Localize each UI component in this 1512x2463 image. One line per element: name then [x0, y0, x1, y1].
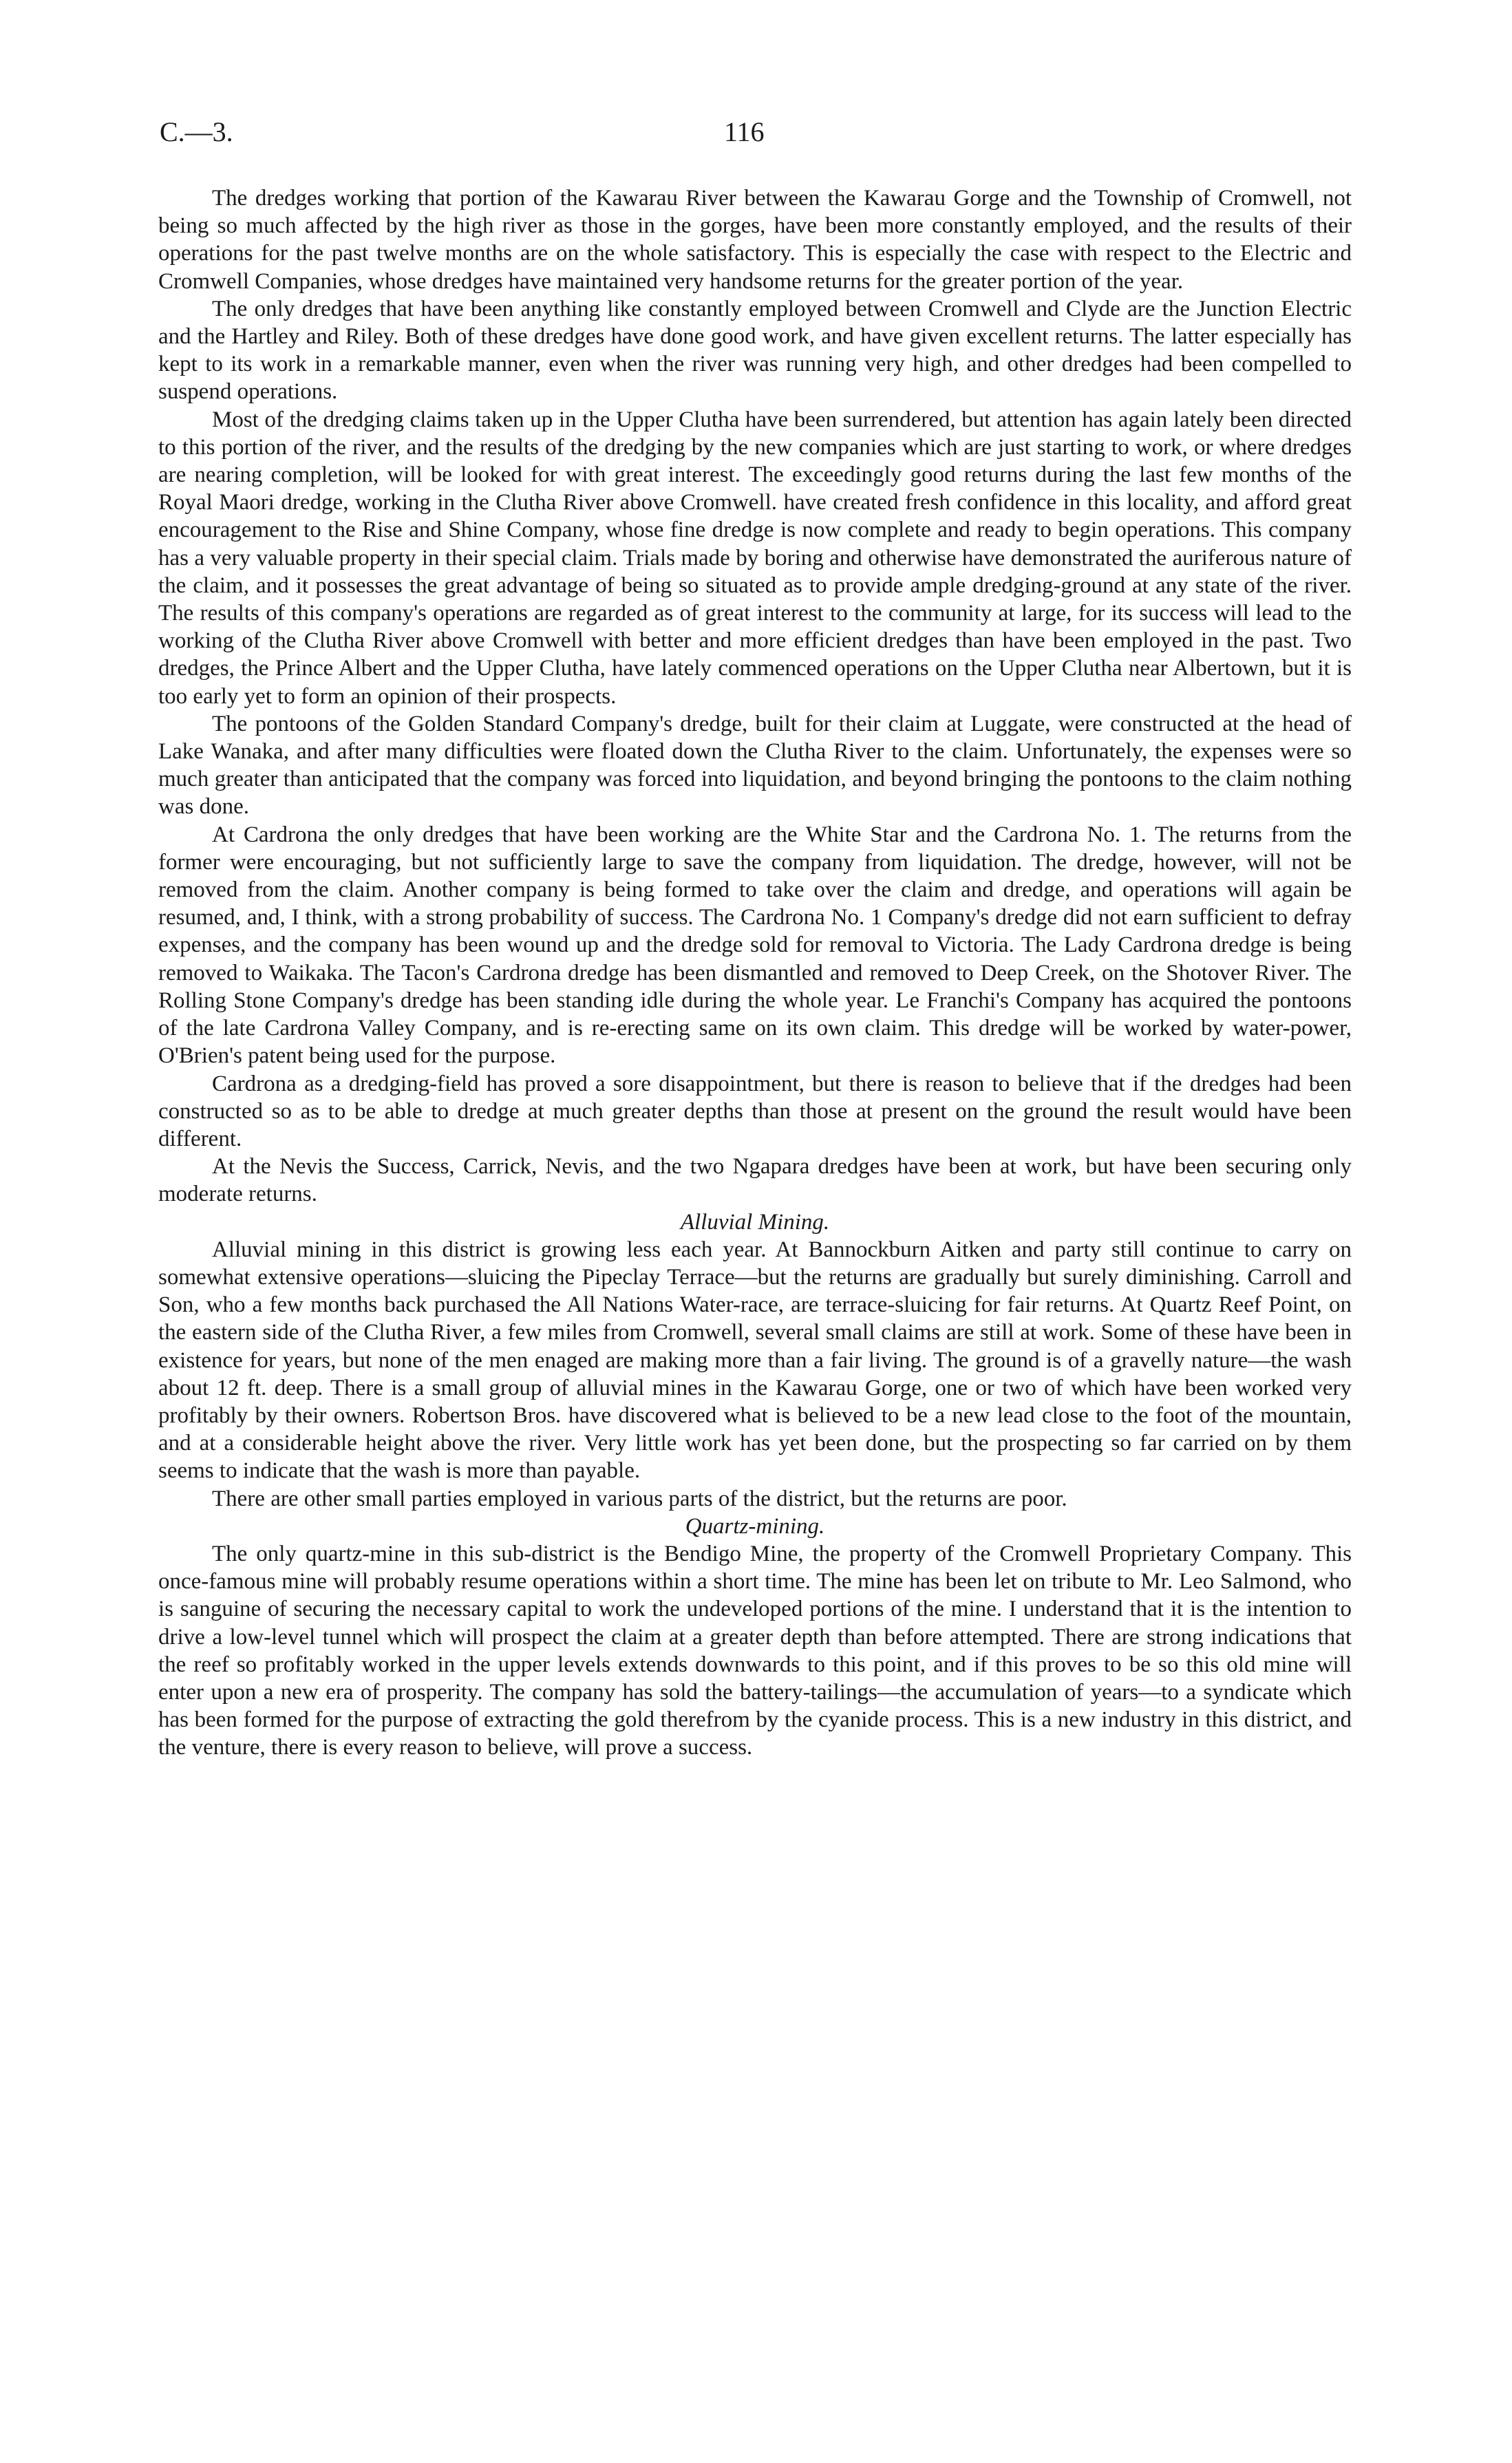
paragraph-alluvial-other: There are other small parties employed in various parts of the district, but the returns are poor. — [212, 1486, 1067, 1511]
paragraph-cardrona-dredges: At Cardrona the only dredges that have been working are the White Star and the Cardrona No. 1. The returns from the former were encouraging, but not sufficiently large to save the company from liquidation. The dredge, however, will not be removed from the claim. Another company is being formed to take over the claim and dredge, and operations will again be resumed, and, I think, with a strong probability of success. The Cardrona No. 1 Company's dredge did not earn sufficient to defray expenses, and the company has been wound up and the dredge sold for removal to Victoria. The Lady Cardrona dredge is being removed to Waikaka. The Tacon's Cardrona dredge has been dismantled and removed to Deep Creek, on the Shotover River. The Rolling Stone Company's dredge has been standing idle during the whole year. Le Franchi's Company has acquired the pontoons of the late Cardrona Valley Company, and is re-erecting same on its own claim. This dredge will be worked by water-power, O'Brien's patent being used for the purpose. — [158, 822, 1352, 1069]
section-heading-quartz: Quartz-mining. — [685, 1513, 825, 1539]
paragraph-quartz-mining: The only quartz-mine in this sub-district is the Bendigo Mine, the property of the Cromwell Proprietary Company. This once-famous mine will probably resume operations within a short time. The mine has been let on tribute to Mr. Leo Salmond, who is sanguine of securing the necessary capital to work the undeveloped portions of the mine. I understand that it is the intention to drive a low-level tunnel which will prospect the claim at a greater depth than before attempted. There are strong indications that the reef so profitably worked in the upper levels extends downwards to this point, and if this proves to be so this old mine will enter upon a new era of prosperity. The company has sold the battery-tailings—the accumulation of years—to a syndicate which has been formed for the purpose of extracting the gold therefrom by the cyanide process. This is a new industry in this district, and the venture, there is every reason to believe, will prove a success. — [158, 1541, 1352, 1760]
paragraph-nevis: At the Nevis the Success, Carrick, Nevis, and the two Ngapara dredges have been at work, but have been securing only moderate returns. — [158, 1154, 1352, 1207]
section-heading-alluvial: Alluvial Mining. — [680, 1209, 830, 1235]
page-number: 116 — [724, 116, 765, 147]
paragraph-golden-standard: The pontoons of the Golden Standard Company's dredge, built for their claim at Luggate, were constructed at the head of Lake Wanaka, and after many difficulties were floated down the Clutha River to the claim. Unfortunately, the expenses were so much greater than anticipated that the company was forced into liquidation, and beyond bringing the pontoons to the claim nothing was done. — [158, 711, 1352, 820]
paragraph-alluvial-mining: Alluvial mining in this district is growing less each year. At Bannockburn Aitken and party still continue to carry on somewhat extensive operations—sluicing the Pipeclay Terrace—but the returns are gradually but surely diminishing. Carroll and Son, who a few months back purchased the All Nations Water-race, are terrace-sluicing for fair returns. At Quartz Reef Point, on the eastern side of the Clutha River, a few miles from Cromwell, several small claims are still at work. Some of these have been in existence for years, but none of the men enaged are making more than a fair living. The ground is of a gravelly nature—the wash about 12 ft. deep. There is a small group of alluvial mines in the Kawarau Gorge, one or two of which have been worked very profitably by their owners. Robertson Bros. have discovered what is believed to be a new lead close to the foot of the mountain, and at a considerable height above the river. Very little work has yet been done, but the prospecting so far carried on by them seems to indicate that the wash is more than payable. — [158, 1237, 1352, 1484]
page-body — [158, 184, 1352, 1762]
paragraph-cromwell-clyde: The only dredges that have been anything like constantly employed between Cromwell and Clyde are the Junction Electric and the Hartley and Riley. Both of these dredges have done good work, and have given excellent returns. The latter especially has kept to its work in a remarkable manner, even when the river was running very high, and other dredges had been compelled to suspend operations. — [158, 296, 1352, 405]
paragraph-cardrona-field: Cardrona as a dredging-field has proved a sore disappointment, but there is reason to believe that if the dredges had been constructed so as to be able to dredge at much greater depths than those at present on the ground the result would have been different. — [158, 1071, 1352, 1151]
paragraph-kawarau-dredges: The dredges working that portion of the Kawarau River between the Kawarau Gorge and the Township of Cromwell, not being so much affected by the high river as those in the gorges, have been more constantly employed, and the results of their operations for the past twelve months are on the whole satisfactory. This is especially the case with respect to the Electric and Cromwell Companies, whose dredges have maintained very handsome returns for the greater portion of the year. — [158, 186, 1352, 294]
document-reference: C.—3. — [160, 116, 233, 147]
page-header — [160, 116, 1350, 157]
paragraph-upper-clutha: Most of the dredging claims taken up in the Upper Clutha have been surrendered, but attention has again lately been directed to this portion of the river, and the results of the dredging by the new companies which are just starting to work, or where dredges are nearing completion, will be looked for with great interest. The exceedingly good returns during the last few months of the Royal Maori dredge, working in the Clutha River above Cromwell. have created fresh confidence in this locality, and afford great encouragement to the Rise and Shine Company, whose fine dredge is now complete and ready to begin operations. This company has a very valuable property in their special claim. Trials made by boring and otherwise have demonstrated the auriferous nature of the claim, and it possesses the great advantage of being so situated as to provide ample dredging-ground at any state of the river. The results of this company's operations are regarded as of great interest to the community at large, for its success will lead to the working of the Clutha River above Cromwell with better and more efficient dredges than have been employed in the past. Two dredges, the Prince Albert and the Upper Clutha, have lately commenced operations on the Upper Clutha near Albertown, but it is too early yet to form an opinion of their prospects. — [158, 407, 1352, 709]
